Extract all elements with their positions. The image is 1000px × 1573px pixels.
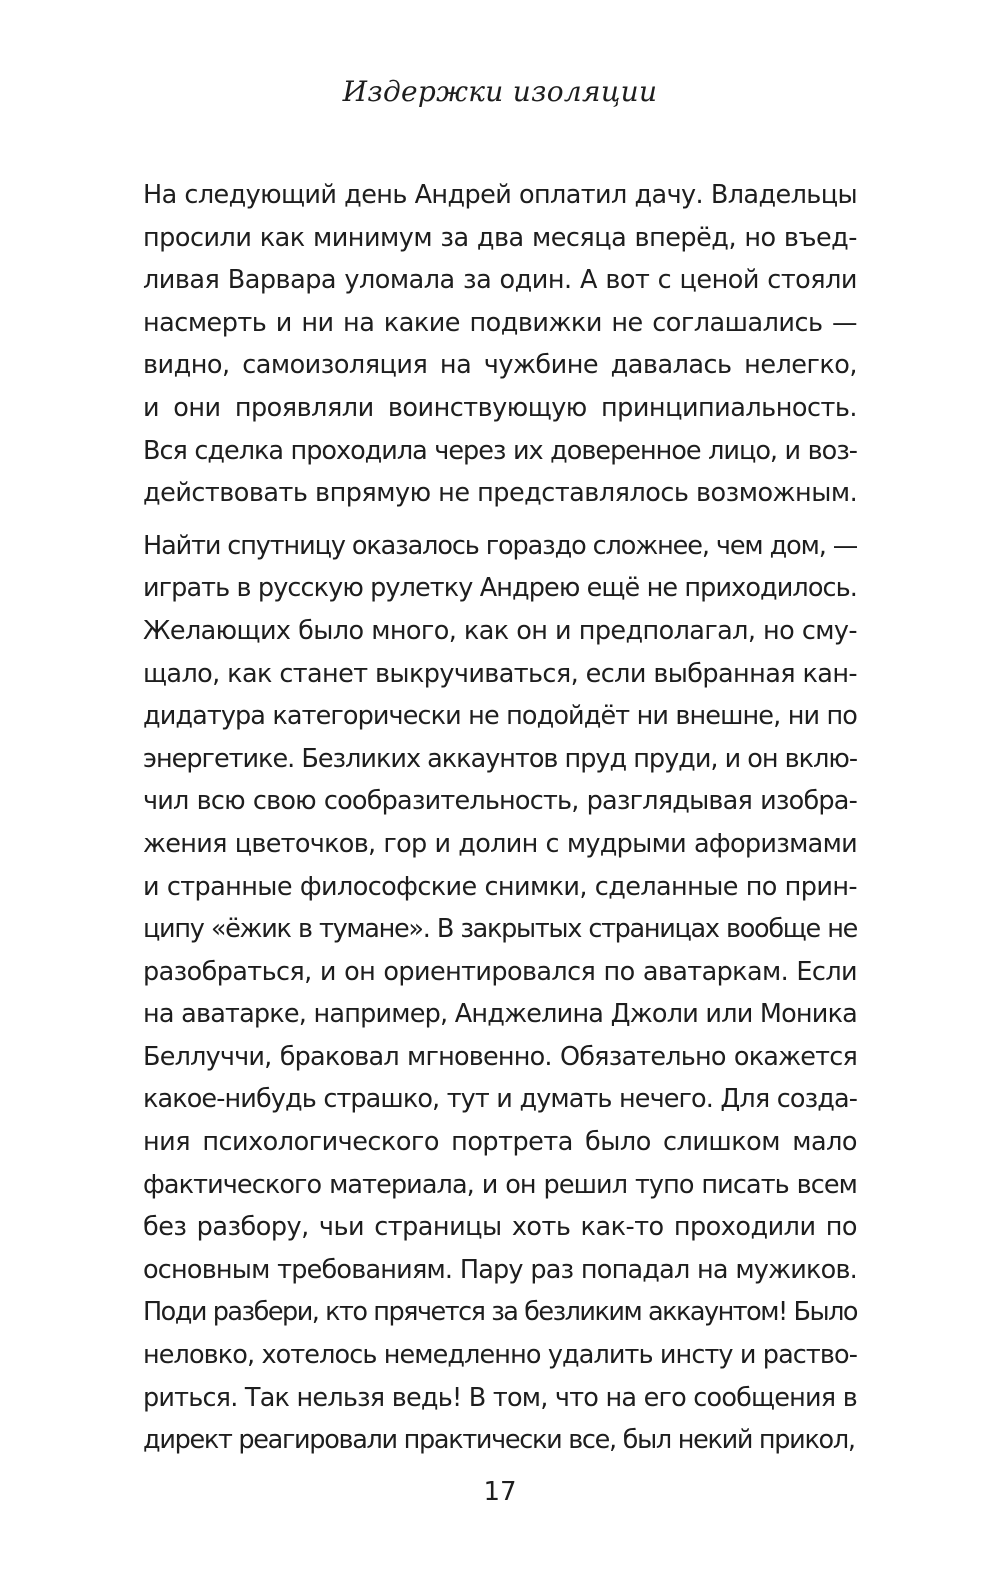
paragraph-2 <box>143 525 857 1462</box>
paragraph-1 <box>143 174 857 515</box>
text-line: ципу «ёжик в тумане». В закрытых страницах вообще не <box>143 914 857 945</box>
text-line: без разбору, чьи страницы хоть как-то проходили по <box>143 1212 857 1243</box>
text-line: Найти спутницу оказалось гораздо сложнее, чем дом, — <box>143 530 858 561</box>
text-line: Поди разбери, кто прячется за безликим аккаунтом! Было <box>143 1297 857 1328</box>
text-line: дидатура категорически не подойдёт ни внешне, ни по <box>143 701 857 732</box>
text-line: основным требованиям. Пару раз попадал на мужиков. <box>143 1254 857 1285</box>
body-text <box>143 174 857 1462</box>
text-line: щало, как станет выкручиваться, если выбранная кан- <box>143 658 857 689</box>
text-line: на аватарке, например, Анджелина Джоли или Моника <box>143 999 857 1030</box>
text-line: Беллуччи, браковал мгновенно. Обязательно окажется <box>143 1041 857 1072</box>
text-line: неловко, хотелось немедленно удалить инсту и раство- <box>143 1340 857 1371</box>
text-line: Вся сделка проходила через их доверенное лицо, и воз- <box>143 435 857 466</box>
text-line: чил всю свою сообразительность, разглядывая изобра- <box>143 786 857 817</box>
text-line: фактического материала, и он решил тупо писать всем <box>143 1169 857 1200</box>
text-line: разобраться, и он ориентировался по аватаркам. Если <box>143 956 857 987</box>
text-line: играть в русскую рулетку Андрею ещё не приходилось. <box>143 573 857 604</box>
page-number: 17 <box>483 1477 517 1507</box>
text-line: какое-нибудь страшко, тут и думать нечего. Для созда- <box>143 1084 857 1115</box>
text-line: просили как минимум за два месяца вперёд, но въед- <box>143 222 857 253</box>
text-line: энергетике. Безликих аккаунтов пруд пруди, и он вклю- <box>143 743 858 774</box>
text-line: жения цветочков, гор и долин с мудрыми афоризмами <box>143 828 857 859</box>
text-line: директ реагировали практически все, был некий прикол, <box>143 1425 855 1456</box>
text-line: насмерть и ни на какие подвижки не соглашались — <box>143 307 857 338</box>
text-line: риться. Так нельзя ведь! В том, что на его сообщения в <box>143 1382 857 1413</box>
text-line: Желающих было много, как он и предполагал, но сму- <box>143 615 857 646</box>
text-line: ливая Варвара уломала за один. А вот с ценой стояли <box>143 265 857 296</box>
text-line: На следующий день Андрей оплатил дачу. Владельцы <box>143 180 857 210</box>
text-line: ния психологического портрета было слишком мало <box>143 1127 857 1158</box>
text-line: и странные философские снимки, сделанные по прин- <box>143 871 857 902</box>
running-header: Издержки изоляции <box>342 75 658 108</box>
text-line: действовать впрямую не представлялось возможным. <box>143 478 858 509</box>
text-line: видно, самоизоляция на чужбине давалась нелегко, <box>143 350 857 381</box>
text-line: и они проявляли воинствующую принципиальность. <box>143 392 857 423</box>
